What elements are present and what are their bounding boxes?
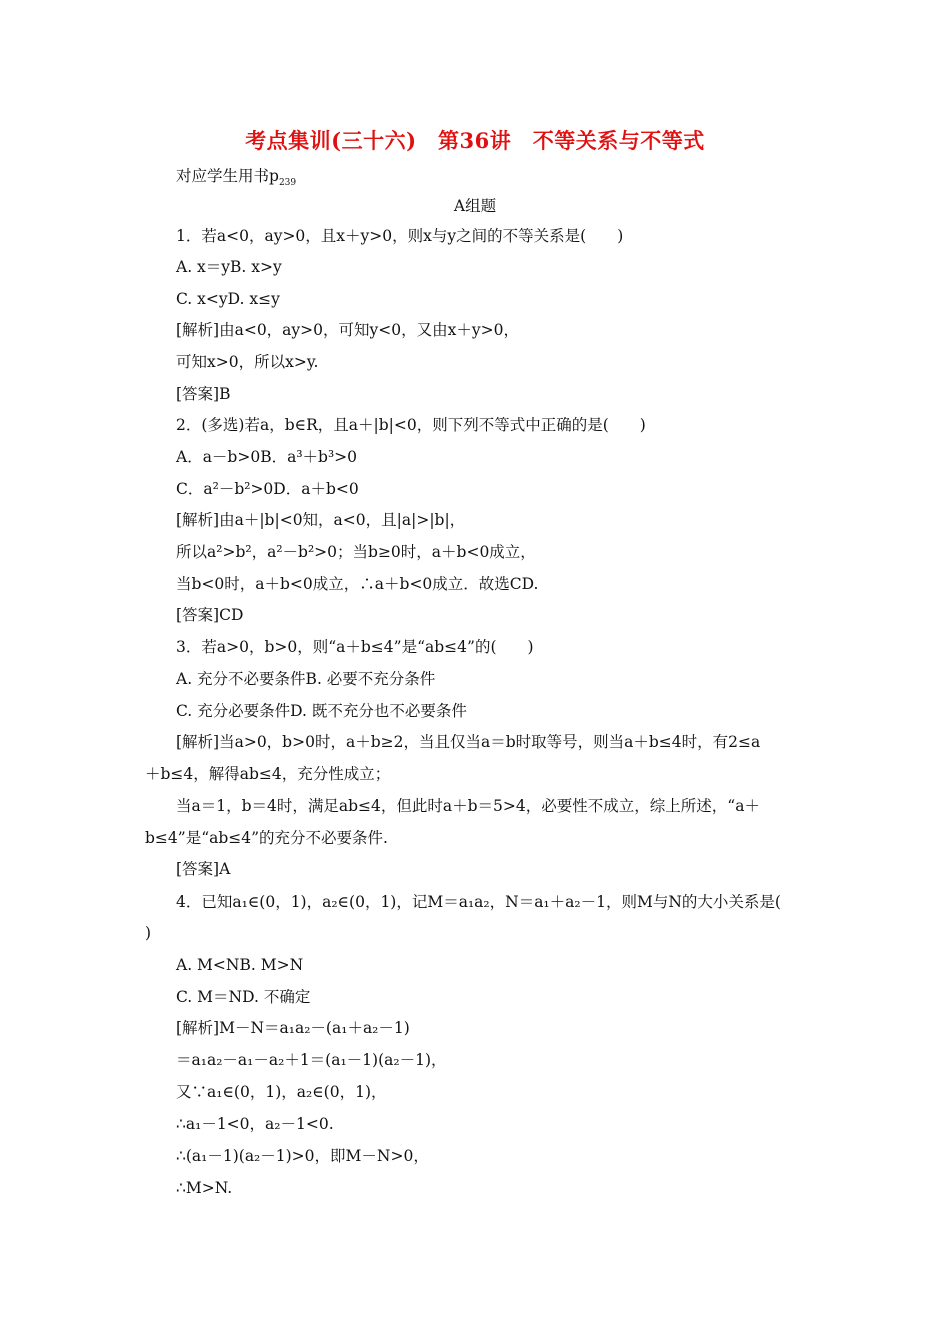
q3-analysis-line: 当a＝1，b＝4时，满足ab≤4，但此时a＋b＝5>4，必要性不成立，综上所述，“a＋ [176, 797, 760, 815]
q2-answer: [答案]CD [176, 606, 244, 624]
q4-analysis-line: [解析]M－N＝a₁a₂－(a₁＋a₂－1) [176, 1019, 410, 1037]
q4-stem-cont: ) [145, 924, 152, 942]
q1-answer: [答案]B [176, 385, 231, 403]
q3-options-ab: A. 充分不必要条件B. 必要不充分条件 [176, 670, 436, 688]
q2-analysis-line: [解析]由a＋|b|<0知，a<0，且|a|>|b|， [176, 511, 466, 529]
q2-options-cd: C．a²－b²>0D．a＋b<0 [176, 480, 359, 498]
q2-analysis-line: 所以a²>b²，a²－b²>0；当b≥0时，a＋b<0成立， [176, 543, 536, 561]
q4-analysis-line: ∴a₁－1<0，a₂－1<0. [176, 1115, 334, 1133]
group-heading: A组题 [453, 197, 497, 215]
q4-analysis-line: ＝a₁a₂－a₁－a₂＋1＝(a₁－1)(a₂－1)， [176, 1051, 447, 1069]
source-page: 239 [278, 178, 297, 189]
q4-options-cd: C. M＝ND. 不确定 [176, 988, 311, 1006]
q3-analysis-line: b≤4”是“ab≤4”的充分不必要条件. [145, 829, 388, 847]
q4-analysis-line: ∴(a₁－1)(a₂－1)>0，即M－N>0， [176, 1147, 429, 1165]
q3-analysis-line: [解析]当a>0，b>0时，a＋b≥2，当且仅当a＝b时取等号，则当a＋b≤4时，有2≤a [176, 733, 761, 751]
q4-analysis-line: 又∵a₁∈(0，1)，a₂∈(0，1)， [176, 1083, 387, 1101]
q1-options-cd: C. x<yD. x≤y [176, 290, 280, 308]
q4-options-ab: A. M<NB. M>N [176, 956, 304, 974]
q3-analysis-line: ＋b≤4，解得ab≤4，充分性成立； [145, 765, 391, 783]
q2-analysis-line: 当b<0时，a＋b<0成立，∴a＋b<0成立．故选CD. [176, 575, 539, 593]
q3-stem: 3．若a>0，b>0，则“a＋b≤4”是“ab≤4”的( ) [176, 638, 534, 656]
q3-answer: [答案]A [176, 860, 231, 878]
q2-options-ab: A．a－b>0B．a³＋b³>0 [176, 448, 358, 466]
q2-stem: 2．(多选)若a，b∈R，且a＋|b|<0，则下列不等式中正确的是( ) [176, 416, 646, 434]
q1-analysis-line: [解析]由a<0，ay>0，可知y<0，又由x＋y>0， [176, 321, 519, 339]
q1-options-ab: A. x＝yB. x>y [176, 258, 282, 276]
q4-analysis-line: ∴M>N. [176, 1179, 233, 1197]
q3-options-cd: C. 充分必要条件D. 既不充分也不必要条件 [176, 702, 467, 720]
q4-stem: 4．已知a₁∈(0，1)，a₂∈(0，1)，记M＝a₁a₂，N＝a₁＋a₂－1，则M与N的大小关系是( [176, 893, 781, 911]
q1-stem: 1．若a<0，ay>0，且x＋y>0，则x与y之间的不等关系是( ) [176, 227, 624, 245]
source-note: 对应学生用书$p_{239}$ [176, 167, 297, 189]
q1-analysis-line: 可知x>0，所以x>y. [176, 353, 319, 371]
page-title: 考点集训(三十六) 第36讲 不等关系与不等式 [245, 128, 705, 153]
